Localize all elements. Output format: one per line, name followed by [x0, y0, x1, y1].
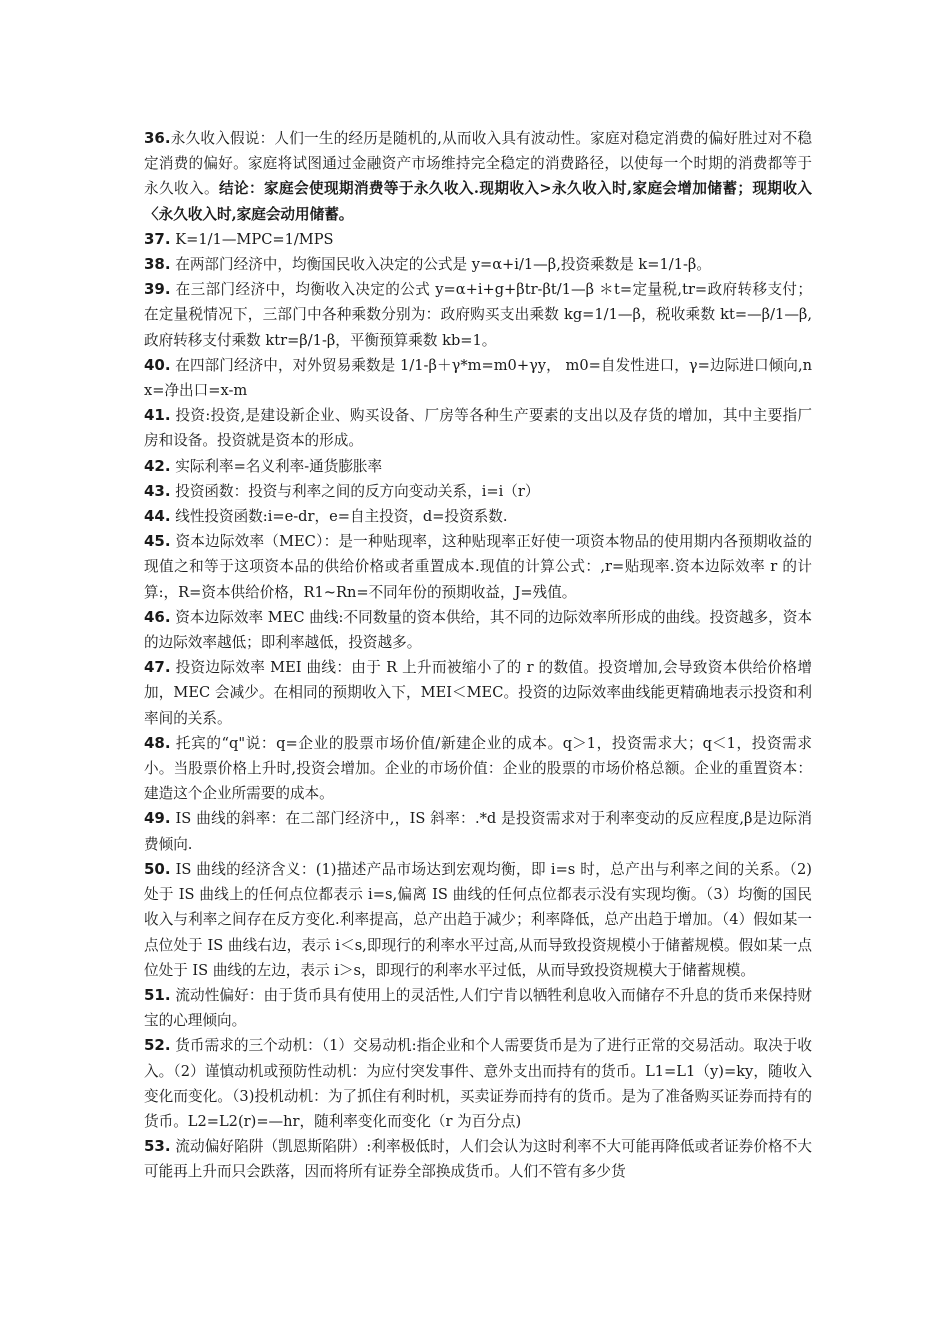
item-41 [144, 403, 812, 453]
item-37 [144, 227, 812, 252]
item-conclusion: 结论：家庭会使现期消费等于永久收入.现期收入>永久收入时,家庭会增加储蓄；现期收入〈永久收入时,家庭会动用储蓄。 [144, 180, 812, 223]
item-47 [144, 655, 812, 731]
item-number: 50. [144, 859, 171, 878]
item-text: 流动偏好陷阱（凯恩斯陷阱）:利率极低时，人们会认为这时利率不大可能再降低或者证券价格不大可能再上升而只会跌落，因而将所有证券全部换成货币。人们不管有多少货 [144, 1138, 813, 1181]
item-text: 货币需求的三个动机：（1）交易动机:指企业和个人需要货币是为了进行正常的交易活动。取决于收入。（2）谨慎动机或预防性动机：为应付突发事件、意外支出而持有的货币。L1=L1（y)=ky，随收入变化而变化。（3)投机动机：为了抓住有利时机，买卖证券而持有的货币。是为了准备购买证券而持有的货币。L2=L2(r)=—hr，随利率变化而变化（r 为百分点) [144, 1037, 813, 1130]
item-number: 47. [144, 658, 171, 677]
item-50 [144, 857, 812, 983]
item-number: 36. [144, 129, 171, 147]
item-text: 投资边际效率 MEI 曲线：由于 R 上升而被缩小了的 r 的数值。投资增加,会导致资本供给价格增加，MEC 会减少。在相同的预期收入下，MEI＜MEC。投资的边际效率曲线能更精确地表示投资和利率间的关系。 [144, 659, 812, 727]
item-43 [144, 479, 812, 504]
item-53 [144, 1134, 812, 1184]
item-text: 流动性偏好：由于货币具有使用上的灵活性,人们宁肯以牺牲利息收入而储存不升息的货币来保持财宝的心理倾向。 [144, 986, 812, 1030]
item-text: 线性投资函数:i=e-dr，e=自主投资，d=投资系数. [175, 508, 508, 526]
item-number: 41. [144, 406, 171, 425]
item-text: 托宾的“q"说：q=企业的股票市场价值/新建企业的成本。q＞1，投资需求大；q＜1，投资需求小。当股票价格上升时,投资会增加。企业的市场价值：企业的股票的市场价格总额。企业的重置资本：建造这个企业所需要的成本。 [144, 734, 812, 803]
item-text: 投资:投资,是建设新企业、购买设备、厂房等各种生产要素的支出以及存货的增加，其中主要指厂房和设备。投资就是资本的形成。 [144, 407, 813, 450]
item-text: IS 曲线的斜率：在二部门经济中,，IS 斜率：.*d 是投资需求对于利率变动的反应程度,β是边际消费倾向. [144, 810, 812, 853]
item-text: 投资函数：投资与利率之间的反方向变动关系，i=i（r） [175, 482, 540, 500]
item-number: 44. [144, 507, 171, 526]
item-number: 43. [144, 481, 171, 500]
item-number: 51. [144, 985, 171, 1004]
item-text: 资本边际效率 MEC 曲线:不同数量的资本供给，其不同的边际效率所形成的曲线。投资越多，资本的边际效率越低；即利率越低，投资越多。 [144, 608, 812, 652]
item-number: 39. [144, 280, 171, 299]
item-text: 在三部门经济中，均衡收入决定的公式 y=α+i+g+βtr-βt/1—β ＊t=定量税,tr=政府转移支付；在定量税情况下，三部门中各种乘数分别为：政府购买支出乘数 kg=1/1—β，税收乘数 kt=—β/1—β,政府转移支付乘数 ktr=β/1-β，平衡预算乘数 kb=1。 [144, 281, 812, 349]
item-text: 在四部门经济中，对外贸易乘数是 1/1-β＋γ*m=m0+γy， m0=自发性进口，γ=边际进口倾向,nx=净出口=x-m [144, 356, 812, 400]
item-45 [144, 529, 812, 605]
item-number: 48. [144, 733, 171, 752]
item-48 [144, 731, 812, 807]
item-number: 52. [144, 1036, 171, 1055]
item-text: K=1/1—MPC=1/MPS [175, 230, 334, 248]
item-38 [144, 252, 812, 277]
item-46 [144, 605, 812, 655]
item-number: 37. [144, 229, 171, 248]
item-text: 实际利率=名义利率-通货膨胀率 [175, 457, 383, 475]
item-number: 42. [144, 456, 171, 475]
item-number: 53. [144, 1137, 171, 1156]
item-number: 38. [144, 255, 171, 274]
item-text: IS 曲线的经济含义：(1)描述产品市场达到宏观均衡，即 i=s 时，总产出与利率之间的关系。（2)处于 IS 曲线上的任何点位都表示 i=s,偏离 IS 曲线的任何点位都表示没有实现均衡。（3）均衡的国民收入与利率之间存在反方变化.利率提高，总产出趋于减少；利率降低，总产出趋于增加。（4）假如某一点位处于 IS 曲线右边，表示 i＜s,即现行的利率水平过高,从而导致投资规模小于储蓄规模。假如某一点位处于 IS 曲线的左边，表示 i＞s，即现行的利率水平过低，从而导致投资规模大于储蓄规模。 [144, 860, 812, 979]
item-51 [144, 983, 812, 1033]
document-body [144, 126, 812, 1185]
item-44 [144, 504, 812, 529]
item-number: 49. [144, 809, 171, 828]
item-40 [144, 353, 812, 403]
item-number: 40. [144, 355, 171, 374]
item-number: 45. [144, 532, 171, 551]
item-text: 在两部门经济中，均衡国民收入决定的公式是 y=α+i/1—β,投资乘数是 k=1/1-β。 [175, 256, 711, 274]
item-39 [144, 277, 812, 353]
item-52 [144, 1033, 812, 1134]
item-36 [144, 126, 812, 227]
item-number: 46. [144, 607, 171, 626]
item-49 [144, 806, 812, 856]
item-text: 资本边际效率（MEC）：是一种贴现率，这种贴现率正好使一项资本物品的使用期内各预期收益的现值之和等于这项资本品的供给价格或者重置成本.现值的计算公式：,r=贴现率.资本边际效率 r 的计算:，R=资本供给价格，R1~Rn=不同年份的预期收益，J=残值。 [144, 533, 813, 601]
item-42 [144, 454, 812, 479]
item-text: 永久收入假说：人们一生的经历是随机的,从而收入具有波动性。家庭对稳定消费的偏好胜过对不稳定消费的偏好。家庭将试图通过金融资产市场维持完全稳定的消费路径，以使每一个时期的消费都等于永久收入。 [144, 130, 812, 198]
